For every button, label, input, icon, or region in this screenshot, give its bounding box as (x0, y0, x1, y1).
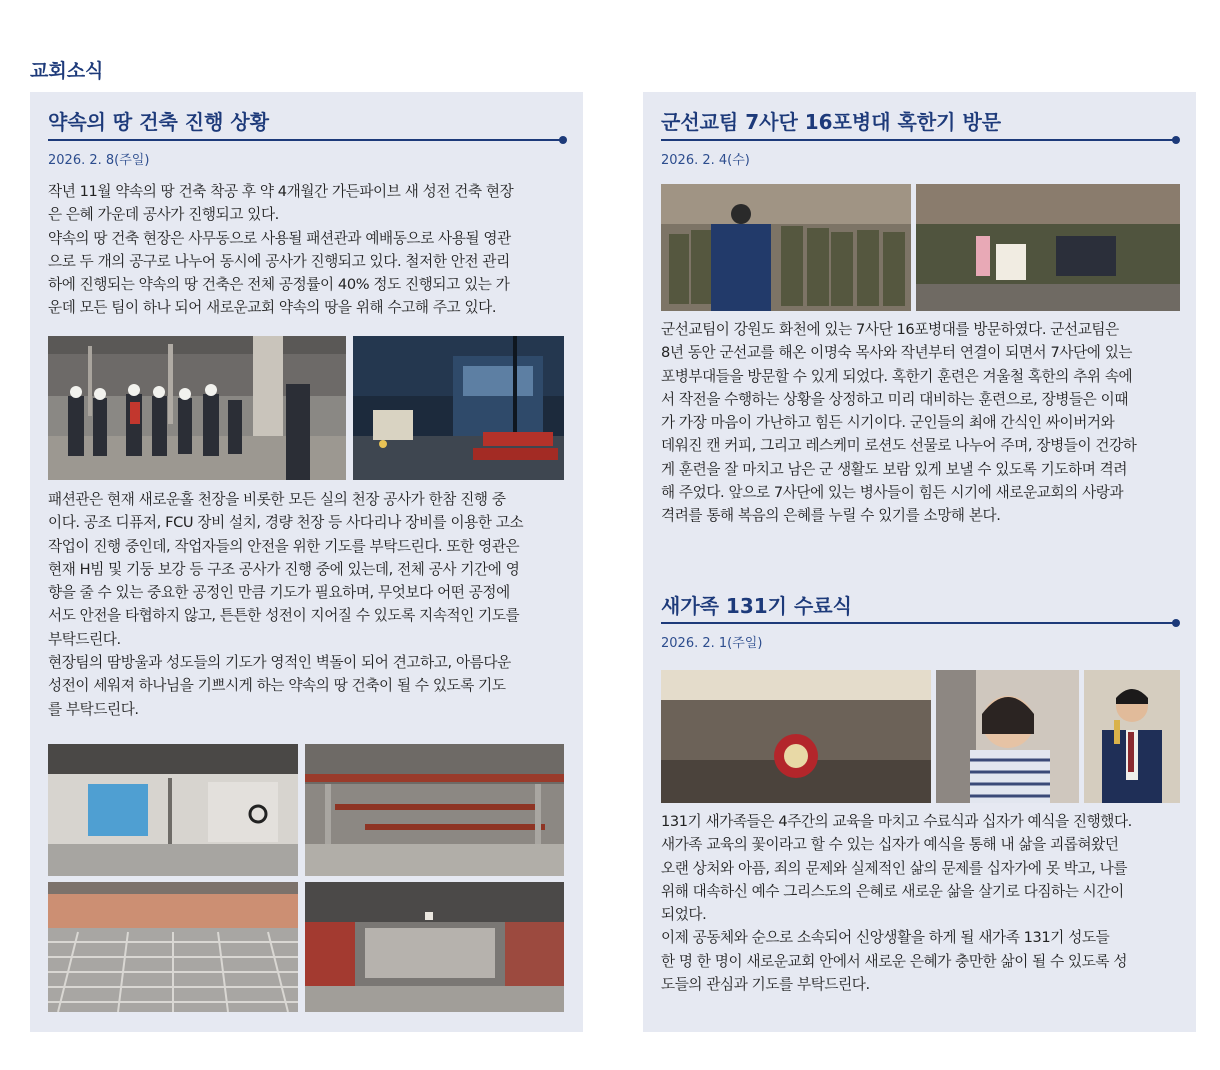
new-member-smiling-photo (936, 670, 1079, 803)
text-line: 8년 동안 군선교를 해온 이명숙 목사와 작년부터 연결이 되면서 7사단에 있는 (661, 344, 1133, 362)
text-line: 으로 두 개의 공구로 나누어 동시에 공사가 진행되고 있다. 철저한 안전 관리 (48, 252, 510, 270)
title-rule (48, 139, 564, 141)
soldiers-group-photo (916, 184, 1180, 311)
pastor-speaking-photo (1084, 670, 1180, 803)
text-line: 위해 대속하신 예수 그리스도의 은혜로 새로운 삶을 살기로 다짐하는 시간이 (661, 882, 1124, 900)
steel-beam-structure-photo (305, 744, 564, 876)
text-line: 현재 H빔 및 기둥 보강 등 구조 공사가 진행 중에 있는데, 전체 공사 기간에 영 (48, 560, 520, 578)
article-date: 2026. 2. 1(주일) (661, 636, 763, 651)
article-title: 새가족 131기 수료식 (661, 594, 852, 618)
text-line: 도들의 관심과 기도를 부탁드린다. (661, 976, 870, 994)
title-rule (661, 622, 1177, 624)
article-body-paragraph (48, 488, 568, 721)
text-line: 하에 진행되는 약속의 땅 건축은 전체 공정률이 40% 정도 진행되고 있는 가 (48, 276, 510, 294)
article-title: 약속의 땅 건축 진행 상황 (48, 110, 270, 134)
floor-rebar-photo (48, 882, 298, 1012)
text-line: 오랜 상처와 아픔, 죄의 문제와 실제적인 삶의 문제를 십자가에 못 박고, 나를 (661, 859, 1128, 877)
text-line: 성전이 세워져 하나님을 기쁘시게 하는 약속의 땅 건축이 될 수 있도록 기도 (48, 677, 506, 695)
text-line: 서 작전을 수행하는 상황을 상정하고 미리 대비하는 훈련으로, 장병들은 이때 (661, 390, 1129, 408)
text-line: 이다. 공조 디퓨저, FCU 장비 설치, 경량 천장 등 사다리나 장비를 이용한 고소 (48, 514, 524, 532)
text-line: 한 명 한 명이 새로운교회 안에서 새로운 은혜가 충만한 삶이 될 수 있도록 성 (661, 952, 1128, 970)
soldiers-prayer-photo (661, 184, 911, 311)
text-line: 새가족 교육의 꽃이라고 할 수 있는 십자가 예식을 통해 내 삶을 괴롭혀왔던 (661, 836, 1119, 854)
hall-ceiling-work-photo (305, 882, 564, 1012)
text-line: 해 주었다. 앞으로 7사단에 있는 병사들이 힘든 시기에 새로운교회의 사랑과 (661, 484, 1124, 502)
title-rule (661, 139, 1177, 141)
construction-site-night-photo (353, 336, 564, 480)
section-label: 교회소식 (30, 60, 104, 82)
article-body-paragraph (661, 810, 1181, 996)
text-line: 운데 모든 팀이 하나 되어 새로운교회 약속의 땅을 위해 수고해 주고 있다. (48, 299, 497, 317)
text-line: 부탁드린다. (48, 630, 121, 648)
text-line: 작년 11월 약속의 땅 건축 착공 후 약 4개월간 가든파이브 새 성전 건축 현장 (48, 183, 514, 200)
text-line: 패션관은 현재 새로운홀 천장을 비롯한 모든 실의 천장 공사가 한참 진행 중 (48, 491, 506, 508)
article-date: 2026. 2. 4(수) (661, 153, 750, 168)
text-line: 131기 새가족들은 4주간의 교육을 마치고 수료식과 십자가 예식을 진행했다. (661, 813, 1132, 830)
article-date: 2026. 2. 8(주일) (48, 153, 150, 168)
text-line: 게 훈련을 잘 마치고 남은 군 생활도 보람 있게 보낼 수 있도록 기도하며 격려 (661, 460, 1128, 478)
construction-site-workers-photo (48, 336, 346, 480)
text-line: 서도 안전을 타협하지 않고, 튼튼한 성전이 지어질 수 있도록 지속적인 기도를 (48, 607, 520, 625)
text-line: 이제 공동체와 순으로 소속되어 신앙생활을 하게 될 새가족 131기 성도들 (661, 929, 1110, 947)
graduation-group-photo (661, 670, 931, 803)
text-line: 되었다. (661, 906, 707, 924)
text-line: 격려를 통해 복음의 은혜를 누릴 수 있기를 소망해 본다. (661, 507, 1001, 525)
text-line: 가 가장 마음이 가난하고 힘든 시기이다. 군인들의 최애 간식인 싸이버거와 (661, 414, 1115, 432)
construction-interior-photo (48, 744, 298, 876)
text-line: 를 부탁드린다. (48, 700, 139, 718)
text-line: 군선교팀이 강원도 화천에 있는 7사단 16포병대를 방문하였다. 군선교팀은 (661, 321, 1119, 338)
article-title: 군선교팀 7사단 16포병대 혹한기 방문 (661, 110, 1002, 134)
header-band (0, 0, 1220, 92)
text-line: 현장팀의 땀방울과 성도들의 기도가 영적인 벽돌이 되어 견고하고, 아름다운 (48, 654, 511, 672)
text-line: 향을 줄 수 있는 중요한 공정인 만큼 기도가 필요하며, 무엇보다 어떤 공정에 (48, 584, 510, 602)
text-line: 약속의 땅 건축 현장은 사무동으로 사용될 패션관과 예배동으로 사용될 영관 (48, 229, 511, 247)
text-line: 데워진 캔 커피, 그리고 레스케미 로션도 선물로 나누어 주며, 장병들이 건강하 (661, 437, 1137, 455)
article-body-paragraph (661, 318, 1181, 528)
text-line: 은 은혜 가운데 공사가 진행되고 있다. (48, 206, 279, 224)
text-line: 작업이 진행 중인데, 작업자들의 안전을 위한 기도를 부탁드린다. 또한 영관은 (48, 537, 520, 555)
text-line: 포병부대들을 방문할 수 있게 되었다. 혹한기 훈련은 겨울철 혹한의 추위 속에 (661, 367, 1133, 385)
article-body-paragraph (48, 180, 568, 320)
